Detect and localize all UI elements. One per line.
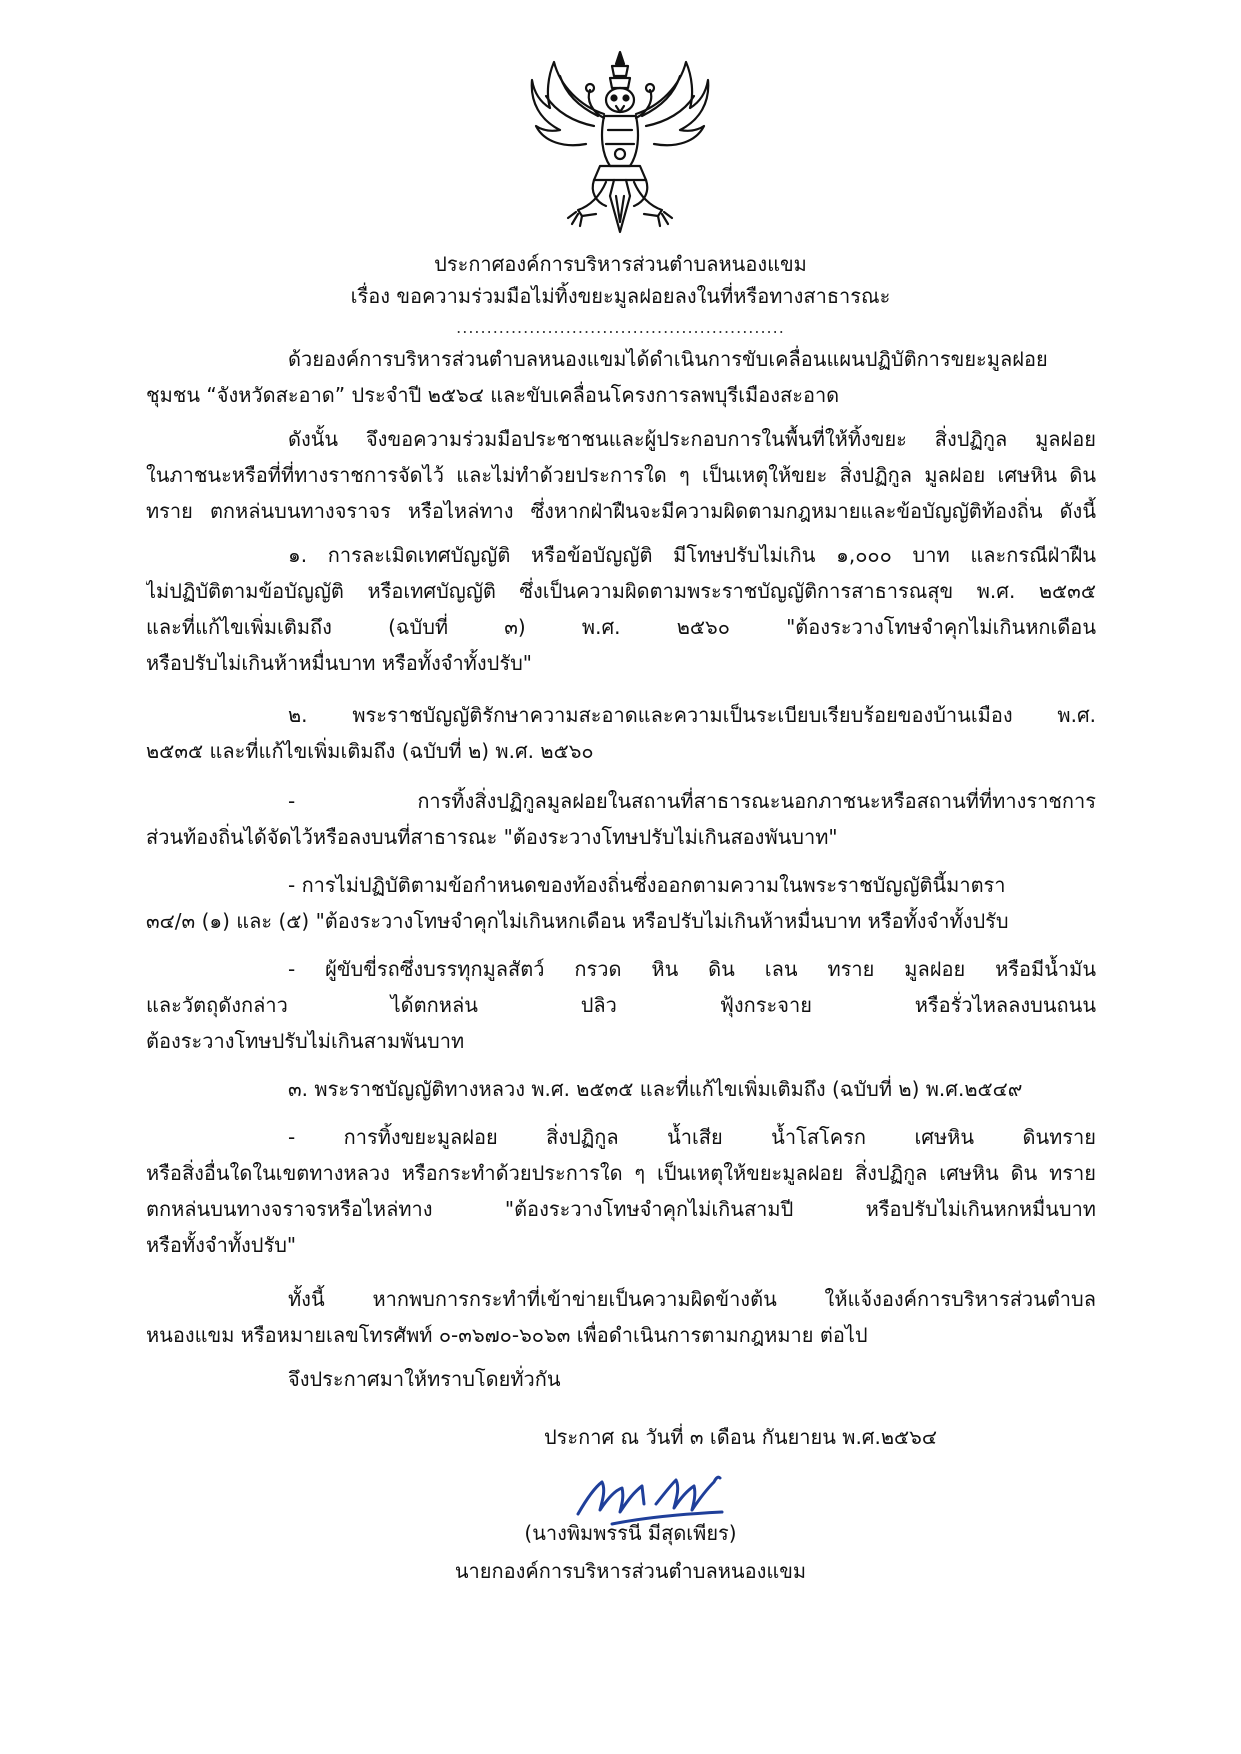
section2b-line1: - การไม่ปฏิบัติตามข้อกำหนดของท้องถิ่นซึ่งออกตามความในพระราชบัญญัตินี้มาตรา: [288, 873, 1006, 897]
paragraph-request-line2: ในภาชนะหรือที่ที่ทางราชการจัดไว้ และไม่ทำด้วยประการใด ๆ เป็นเหตุให้ขยะ สิ่งปฏิกูล มูลฝอย เศษหิน ดิน: [146, 463, 1096, 487]
paragraph-request-line1: ดังนั้น จึงขอความร่วมมือประชาชนและผู้ประกอบการในพื้นที่ให้ทิ้งขยะ สิ่งปฏิกูล มูลฝอย: [288, 427, 1096, 451]
section3a-line4: หรือทั้งจำทั้งปรับ": [146, 1233, 297, 1257]
garuda-emblem-icon: [520, 46, 720, 236]
paragraph-report-line2: หนองแขม หรือหมายเลขโทรศัพท์ ๐-๓๖๗๐-๖๐๖๓ เพื่อดำเนินการตามกฎหมาย ต่อไป: [146, 1323, 868, 1347]
section1-line4: หรือปรับไม่เกินห้าหมื่นบาท หรือทั้งจำทั้งปรับ": [146, 651, 532, 675]
section2a-line2: ส่วนท้องถิ่นได้จัดไว้หรือลงบนที่สาธารณะ "ต้องระวางโทษปรับไม่เกินสองพันบาท": [146, 825, 838, 849]
section2-line1: ๒. พระราชบัญญัติรักษาความสะอาดและความเป็นระเบียบเรียบร้อยของบ้านเมือง พ.ศ.: [288, 703, 1096, 727]
section2a-line1: - การทิ้งสิ่งปฏิกูลมูลฝอยในสถานที่สาธารณะนอกภาชนะหรือสถานที่ที่ทางราชการ: [288, 789, 1096, 813]
header-divider: ......................................................: [456, 318, 785, 337]
section2c-line3: ต้องระวางโทษปรับไม่เกินสามพันบาท: [146, 1029, 465, 1053]
section3a-line3: ตกหล่นบนทางจราจรหรือไหล่ทาง "ต้องระวางโทษจำคุกไม่เกินสามปี หรือปรับไม่เกินหกหมื่นบาท: [146, 1197, 1096, 1221]
signer-position: นายกองค์การบริหารส่วนตำบลหนองแขม: [454, 1559, 807, 1583]
paragraph-intro-line2: ชุมชน “จังหวัดสะอาด” ประจำปี ๒๕๖๔ และขับเคลื่อนโครงการลพบุรีเมืองสะอาด: [146, 383, 840, 407]
section3-line1: ๓. พระราชบัญญัติทางหลวง พ.ศ. ๒๕๓๕ และที่แก้ไขเพิ่มเติมถึง (ฉบับที่ ๒) พ.ศ.๒๕๔๙: [288, 1077, 1023, 1101]
section1-line3: และที่แก้ไขเพิ่มเติมถึง (ฉบับที่ ๓) พ.ศ. ๒๕๖๐ "ต้องระวางโทษจำคุกไม่เกินหกเดือน: [146, 615, 1096, 639]
section3a-line2: หรือสิ่งอื่นใดในเขตทางหลวง หรือกระทำด้วยประการใด ๆ เป็นเหตุให้ขยะมูลฝอย สิ่งปฏิกูล เศษหิน ดิน ทราย: [146, 1161, 1096, 1185]
paragraph-request-line3: ทราย ตกหล่นบนทางจราจร หรือไหล่ทาง ซึ่งหากฝ่าฝืนจะมีความผิดตามกฎหมายและข้อบัญญัติท้องถิ่น ดังนี้: [146, 499, 1096, 523]
section3a-line1: - การทิ้งขยะมูลฝอย สิ่งปฏิกูล น้ำเสีย น้ำโสโครก เศษหิน ดินทราย: [288, 1125, 1096, 1149]
section2b-line2: ๓๔/๓ (๑) และ (๕) "ต้องระวางโทษจำคุกไม่เกินหกเดือน หรือปรับไม่เกินห้าหมื่นบาท หรือทั้งจำทั้งปรับ: [146, 909, 1009, 933]
signer-name: (นางพิมพรรนี มีสุดเพียร): [524, 1521, 737, 1545]
section2c-line1: - ผู้ขับขี่รถซึ่งบรรทุกมูลสัตว์ กรวด หิน ดิน เลน ทราย มูลฝอย หรือมีน้ำมัน: [288, 957, 1096, 981]
section2c-line2: และวัตถุดังกล่าว ได้ตกหล่น ปลิว ฟุ้งกระจาย หรือรั่วไหลลงบนถนน: [146, 993, 1096, 1017]
paragraph-closing: จึงประกาศมาให้ทราบโดยทั่วกัน: [288, 1367, 561, 1391]
announcement-subject: เรื่อง ขอความร่วมมือไม่ทิ้งขยะมูลฝอยลงในที่หรือทางสาธารณะ: [350, 284, 891, 308]
paragraph-report-line1: ทั้งนี้ หากพบการกระทำที่เข้าข่ายเป็นความผิดข้างต้น ให้แจ้งองค์การบริหารส่วนตำบล: [288, 1287, 1096, 1311]
section1-line2: ไม่ปฏิบัติตามข้อบัญญัติ หรือเทศบัญญัติ ซึ่งเป็นความผิดตามพระราชบัญญัติการสาธารณสุข พ.ศ. ๒๕๓๕: [146, 579, 1096, 603]
paragraph-intro-line1: ด้วยองค์การบริหารส่วนตำบลหนองแขมได้ดำเนินการขับเคลื่อนแผนปฏิบัติการขยะมูลฝอย: [288, 347, 1048, 371]
section2-line2: ๒๕๓๕ และที่แก้ไขเพิ่มเติมถึง (ฉบับที่ ๒) พ.ศ. ๒๕๖๐: [146, 739, 594, 763]
section1-line1: ๑. การละเมิดเทศบัญญัติ หรือข้อบัญญัติ มีโทษปรับไม่เกิน ๑,๐๐๐ บาท และกรณีฝ่าฝืน: [288, 543, 1096, 567]
announcement-title: ประกาศองค์การบริหารส่วนตำบลหนองแขม: [434, 252, 807, 276]
announcement-date: ประกาศ ณ วันที่ ๓ เดือน กันยายน พ.ศ.๒๕๖๔: [543, 1425, 938, 1449]
